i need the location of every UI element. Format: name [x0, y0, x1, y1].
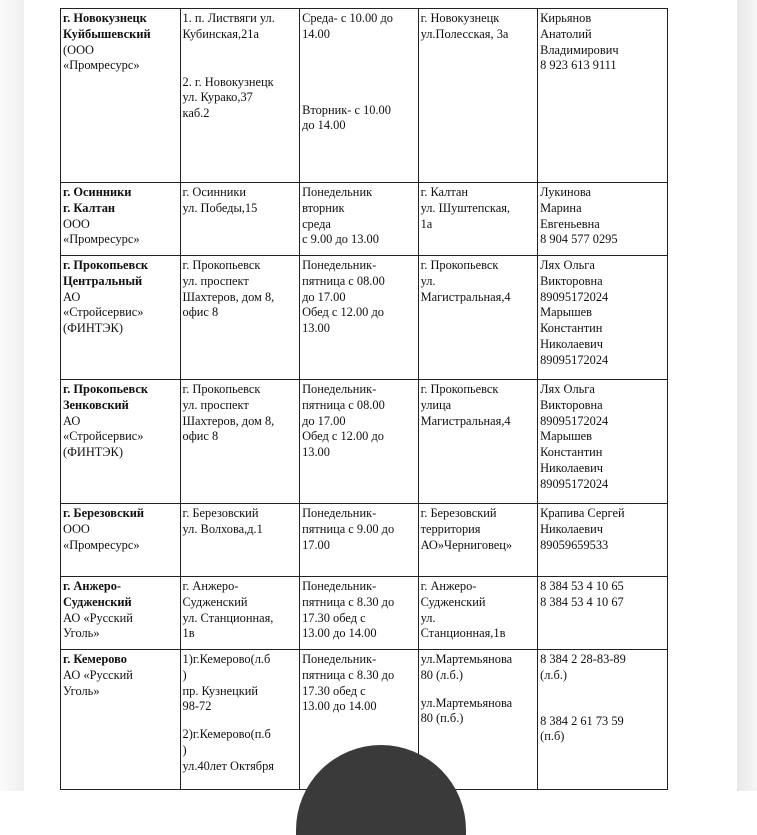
site-location: г. Калтан ул. Шуштепская, 1а [420, 185, 511, 231]
schedule-cell [300, 577, 419, 650]
schedule-cell [300, 504, 419, 577]
contact-info: Кирьянов Анатолий Владимирович 8 923 613 9111 [540, 11, 619, 73]
address-cell [180, 183, 300, 256]
address-cell [180, 9, 300, 183]
company-name: АО «Стройсервис» (ФИНТЭК) [63, 413, 144, 460]
contact-cell [538, 650, 668, 790]
office-address: г. Анжеро- Судженский ул. Станционная, 1в [182, 579, 274, 641]
location-cell [418, 577, 538, 650]
table-row [61, 183, 668, 256]
office-address-2: 2. г. Новокузнецк ул. Курако,37 каб.2 [182, 74, 274, 121]
schedule-cell [300, 256, 419, 380]
district-name: г. Осинники г. Калтан [63, 185, 132, 215]
site-location-2: ул.Мартемьянова 80 (п.б.) [420, 695, 513, 726]
office-address: 1)г.Кемерово(л.б ) пр. Кузнецкий 98-72 [182, 652, 271, 714]
contact-cell [538, 183, 668, 256]
address-cell [180, 256, 300, 380]
district-cell [61, 504, 181, 577]
district-cell [61, 9, 181, 183]
district-name: г. Новокузнецк Куйбышевский [63, 11, 151, 41]
contact-info: Лях Ольга Викторовна 89095172024 Марышев Константин Николаевич 89095172024 [540, 382, 609, 491]
contact-info: 8 384 53 4 10 65 8 384 53 4 10 67 [540, 579, 624, 609]
address-cell [180, 577, 300, 650]
office-address: г. Осинники ул. Победы,15 [182, 185, 258, 215]
company-name: АО «Русский Уголь» [63, 667, 133, 698]
office-address: г. Березовский ул. Волхова,д.1 [182, 506, 263, 536]
site-location: г. Прокопьевск ул. Магистральная,4 [420, 258, 511, 304]
company-name: (ООО «Промресурс» [63, 42, 140, 73]
contact-info: Крапива Сергей Николаевич 89059659533 [540, 506, 625, 552]
address-cell [180, 504, 300, 577]
work-schedule: Понедельник вторник среда с 9.00 до 13.00 [302, 185, 379, 247]
office-address: г. Прокопьевск ул. проспект Шахтеров, дом 8, офис 8 [182, 382, 275, 444]
contact-cell [538, 9, 668, 183]
contact-cell [538, 256, 668, 380]
district-cell [61, 380, 181, 504]
site-location: г. Прокопьевск улица Магистральная,4 [420, 382, 511, 428]
page-shadow-right [737, 0, 757, 791]
company-name: ООО «Промресурс» [63, 216, 140, 247]
contact-info: Лях Ольга Викторовна 89095172024 Марышев Константин Николаевич 89095172024 [540, 258, 609, 367]
table-row [61, 9, 668, 183]
contact-info: Лукинова Марина Евгеньевна 8 904 577 0295 [540, 185, 618, 247]
schedule-cell [300, 183, 419, 256]
site-location: г. Новокузнецк ул.Полесская, 3а [420, 11, 509, 41]
table-row [61, 256, 668, 380]
table-row [61, 504, 668, 577]
district-name: г. Березовский [63, 506, 145, 520]
collection-points-table [60, 8, 668, 790]
contact-info: 8 384 2 28-83-89 (л.б.) [540, 652, 626, 682]
site-location: ул.Мартемьянова 80 (л.б.) [420, 652, 513, 682]
work-schedule: Понедельник- пятница с 08.00 до 17.00 Обед с 12.00 до 13.00 [302, 382, 385, 460]
location-cell [418, 183, 538, 256]
work-schedule: Понедельник- пятница с 8.30 до 17.30 обед с 13.00 до 14.00 [302, 652, 395, 714]
work-schedule: Понедельник- пятница с 08.00 до 17.00 Обед с 12.00 до 13.00 [302, 258, 385, 336]
company-name: АО «Стройсервис» (ФИНТЭК) [63, 289, 144, 336]
company-name: АО «Русский Уголь» [63, 610, 133, 641]
site-location: г. Березовский территория АО»Черниговец» [420, 506, 513, 552]
work-schedule: Понедельник- пятница с 8.30 до 17.30 обед с 13.00 до 14.00 [302, 579, 395, 641]
work-schedule: Понедельник- пятница с 9.00 до 17.00 [302, 506, 395, 552]
address-cell [180, 650, 300, 790]
work-schedule-2: Вторник- с 10.00 до 14.00 [302, 102, 391, 133]
schedule-cell [300, 9, 419, 183]
page-shadow-left [0, 0, 24, 791]
office-address: г. Прокопьевск ул. проспект Шахтеров, дом 8, офис 8 [182, 258, 275, 320]
district-name: г. Анжеро- Судженский [63, 579, 132, 609]
table-row [61, 380, 668, 504]
location-cell [418, 256, 538, 380]
district-name: г. Прокопьевск Центральный [63, 258, 148, 288]
location-cell [418, 9, 538, 183]
table-row [61, 577, 668, 650]
district-name: г. Кемерово [63, 652, 127, 666]
district-cell [61, 650, 181, 790]
contact-info-2: 8 384 2 61 73 59 (п.б) [540, 713, 624, 744]
location-cell [418, 380, 538, 504]
district-cell [61, 183, 181, 256]
address-cell [180, 380, 300, 504]
district-cell [61, 577, 181, 650]
site-location: г. Анжеро- Судженский ул. Станционная,1в [420, 579, 506, 641]
work-schedule: Среда- с 10.00 до 14.00 [302, 11, 393, 41]
office-address: 1. п. Листвяги ул. Кубинская,21а [182, 11, 275, 41]
contact-cell [538, 380, 668, 504]
office-address-2: 2)г.Кемерово(п.б ) ул.40лет Октября [182, 727, 275, 773]
district-name: г. Прокопьевск Зенковский [63, 382, 148, 412]
contact-cell [538, 577, 668, 650]
district-cell [61, 256, 181, 380]
location-cell [418, 504, 538, 577]
company-name: ООО «Промресурс» [63, 521, 140, 552]
schedule-cell [300, 380, 419, 504]
contact-cell [538, 504, 668, 577]
